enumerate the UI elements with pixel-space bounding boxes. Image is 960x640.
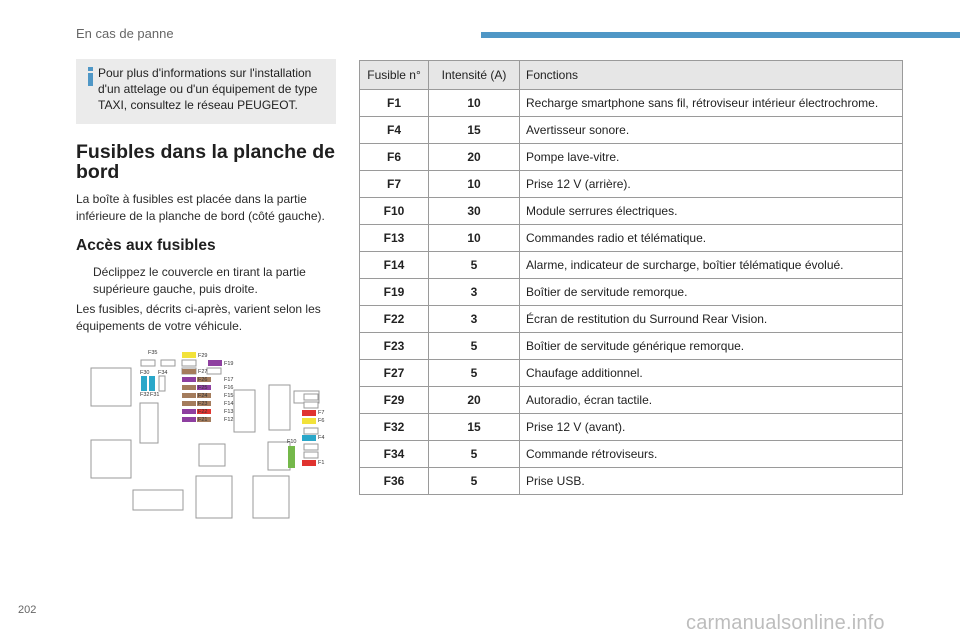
bullet-text: Déclippez le couvercle en tirant la partie supérieure gauche, puis droite. bbox=[93, 265, 306, 296]
fuse-number-cell: F34 bbox=[360, 441, 429, 468]
fuse-label: F17 bbox=[224, 377, 234, 383]
function-cell: Prise USB. bbox=[520, 468, 903, 495]
function-cell: Commande rétroviseurs. bbox=[520, 441, 903, 468]
fuse-label: F21 bbox=[198, 417, 208, 423]
function-cell: Boîtier de servitude remorque. bbox=[520, 279, 903, 306]
intensity-cell: 5 bbox=[429, 252, 520, 279]
table-row bbox=[360, 225, 903, 252]
fuse-number-cell: F7 bbox=[360, 171, 429, 198]
function-cell: Alarme, indicateur de surcharge, boîtier télématique évolué. bbox=[520, 252, 903, 279]
fuse-label: F15 bbox=[224, 393, 234, 399]
fuse-label: F13 bbox=[224, 409, 234, 415]
function-cell: Avertisseur sonore. bbox=[520, 117, 903, 144]
table-row bbox=[360, 117, 903, 144]
table-row bbox=[360, 306, 903, 333]
table-row bbox=[360, 198, 903, 225]
fuse-label: F24 bbox=[198, 393, 208, 399]
function-cell: Autoradio, écran tactile. bbox=[520, 387, 903, 414]
fuse-label: F25 bbox=[198, 385, 208, 391]
fuse-label: F35 bbox=[148, 350, 158, 356]
fuse-number-cell: F22 bbox=[360, 306, 429, 333]
fuse-label: F29 bbox=[198, 353, 208, 359]
fuse-number-cell: F13 bbox=[360, 225, 429, 252]
fuse-number-cell: F1 bbox=[360, 90, 429, 117]
fuse-label: F30 bbox=[140, 370, 150, 376]
function-cell: Chaufage additionnel. bbox=[520, 360, 903, 387]
fuse-number-cell: F10 bbox=[360, 198, 429, 225]
note-paragraph: Les fusibles, décrits ci-après, varient selon les équipements de votre véhicule. bbox=[76, 302, 321, 333]
watermark: carmanualsonline.info bbox=[686, 612, 885, 634]
header-fuse-number: Fusible n° bbox=[360, 61, 429, 90]
fuse-number-cell: F14 bbox=[360, 252, 429, 279]
fuse-label: F1 bbox=[318, 460, 325, 466]
fuse-number-cell: F23 bbox=[360, 333, 429, 360]
fuse-label: F14 bbox=[224, 401, 234, 407]
intensity-cell: 15 bbox=[429, 414, 520, 441]
fuse-label: F32 bbox=[140, 392, 150, 398]
fuse-number-cell: F32 bbox=[360, 414, 429, 441]
table-row bbox=[360, 360, 903, 387]
fuse-label: F27 bbox=[198, 369, 208, 375]
fuse-number-cell: F4 bbox=[360, 117, 429, 144]
table-row bbox=[360, 144, 903, 171]
table-row bbox=[360, 333, 903, 360]
table-row bbox=[360, 171, 903, 198]
table-row bbox=[360, 468, 903, 495]
intensity-cell: 10 bbox=[429, 90, 520, 117]
fuse-number-cell: F29 bbox=[360, 387, 429, 414]
fuse-label: F4 bbox=[318, 435, 325, 441]
fuse-label: F10 bbox=[287, 439, 297, 445]
fuse-label: F16 bbox=[224, 385, 234, 391]
function-cell: Prise 12 V (arrière). bbox=[520, 171, 903, 198]
function-cell: Recharge smartphone sans fil, rétroviseur intérieur électrochrome. bbox=[520, 90, 903, 117]
diagram-outlines bbox=[91, 360, 319, 518]
fuse-label: F34 bbox=[158, 370, 168, 376]
table-row bbox=[360, 252, 903, 279]
fuse-label: F26 bbox=[198, 377, 208, 383]
info-icon bbox=[86, 67, 94, 87]
fuse-label: F22 bbox=[198, 409, 208, 415]
function-cell: Écran de restitution du Surround Rear Vision. bbox=[520, 306, 903, 333]
header-intensity: Intensité (A) bbox=[429, 61, 520, 90]
intensity-cell: 5 bbox=[429, 360, 520, 387]
header-section-title: En cas de panne bbox=[76, 26, 174, 41]
table-row bbox=[360, 414, 903, 441]
fuse-number-cell: F36 bbox=[360, 468, 429, 495]
header-functions: Fonctions bbox=[520, 61, 903, 90]
fuse-number-cell: F6 bbox=[360, 144, 429, 171]
fuse-label: F7 bbox=[318, 410, 325, 416]
function-cell: Prise 12 V (avant). bbox=[520, 414, 903, 441]
fuse-label: F12 bbox=[224, 417, 234, 423]
intro-paragraph: La boîte à fusibles est placée dans la partie inférieure de la planche de bord (côté gauche). bbox=[76, 192, 325, 223]
subsection-title: Accès aux fusibles bbox=[76, 237, 216, 254]
table-row bbox=[360, 279, 903, 306]
fuse-table bbox=[359, 60, 903, 495]
fuse-box-diagram bbox=[86, 340, 336, 522]
intensity-cell: 3 bbox=[429, 279, 520, 306]
intensity-cell: 5 bbox=[429, 441, 520, 468]
intensity-cell: 15 bbox=[429, 117, 520, 144]
function-cell: Pompe lave-vitre. bbox=[520, 144, 903, 171]
function-cell: Commandes radio et télématique. bbox=[520, 225, 903, 252]
intensity-cell: 20 bbox=[429, 387, 520, 414]
intensity-cell: 20 bbox=[429, 144, 520, 171]
function-cell: Boîtier de servitude générique remorque. bbox=[520, 333, 903, 360]
header-accent-bar bbox=[481, 32, 960, 38]
fuse-label: F19 bbox=[224, 361, 234, 367]
fuse-label: F23 bbox=[198, 401, 208, 407]
function-cell: Module serrures électriques. bbox=[520, 198, 903, 225]
table-row bbox=[360, 387, 903, 414]
fuse-label: F6 bbox=[318, 418, 325, 424]
intensity-cell: 5 bbox=[429, 468, 520, 495]
section-title: Fusibles dans la planche de bord bbox=[76, 141, 335, 183]
table-row bbox=[360, 90, 903, 117]
intensity-cell: 10 bbox=[429, 171, 520, 198]
intensity-cell: 5 bbox=[429, 333, 520, 360]
table-row bbox=[360, 441, 903, 468]
intensity-cell: 30 bbox=[429, 198, 520, 225]
info-text: Pour plus d'informations sur l'installation d'un attelage ou d'un équipement de type TAXI, consultez le réseau PEUGEOT. bbox=[98, 66, 318, 112]
intensity-cell: 3 bbox=[429, 306, 520, 333]
intensity-cell: 10 bbox=[429, 225, 520, 252]
fuse-number-cell: F19 bbox=[360, 279, 429, 306]
table-header-row bbox=[360, 61, 903, 90]
info-box bbox=[76, 59, 336, 124]
fuse-label: F31 bbox=[150, 392, 160, 398]
fuse-number-cell: F27 bbox=[360, 360, 429, 387]
page-number: 202 bbox=[18, 604, 37, 616]
